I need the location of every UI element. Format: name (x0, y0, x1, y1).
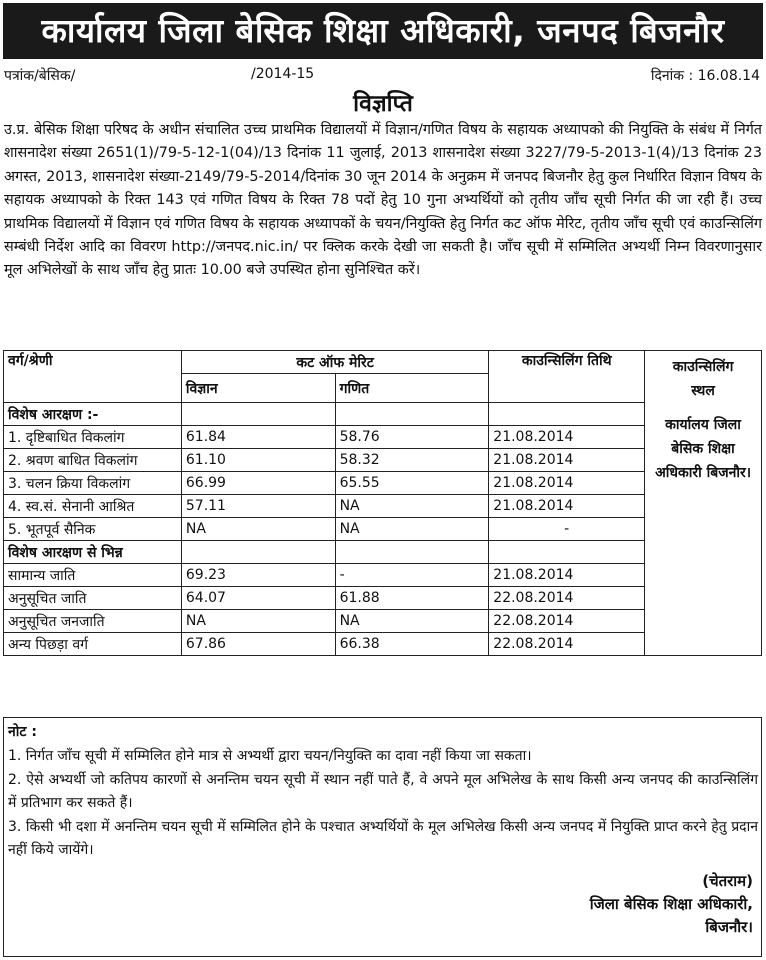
session-label: /2014-15 (251, 66, 315, 82)
note-item: 2. ऐसे अभ्यर्थी जो कतिपय कारणों से अनन्तिम चयन सूची में स्थान नहीं पाते हैं, वे अपने मूल अभिलेख के साथ किसी अन्य जनपद की काउन्सिलिंग में प्रतिभाग कर सकते हैं। (8, 771, 758, 811)
maths-cell: NA (335, 495, 489, 518)
header-counselling-date: काउन्सिलिंग तिथि (489, 351, 645, 403)
science-cell: 57.11 (181, 495, 335, 518)
notes-box (3, 717, 762, 957)
cutoff-merit-table (3, 350, 762, 656)
maths-cell: 65.55 (335, 472, 489, 495)
office-header-banner: कार्यालय जिला बेसिक शिक्षा अधिकारी, जनपद बिजनौर (3, 3, 763, 59)
header-science: विज्ञान (181, 374, 335, 403)
science-cell: 61.10 (181, 449, 335, 472)
header-maths: गणित (335, 374, 489, 403)
header-cutoff: कट ऑफ मेरिट (181, 351, 488, 374)
category-cell: 3. चलन क्रिया विकलांग (4, 472, 182, 495)
category-cell: 2. श्रवण बाधित विकलांग (4, 449, 182, 472)
science-cell: 64.07 (181, 587, 335, 610)
category-cell: 1. दृष्टिबाधित विकलांग (4, 426, 182, 449)
science-cell: 61.84 (181, 426, 335, 449)
science-cell: 67.86 (181, 633, 335, 656)
maths-cell: 58.76 (335, 426, 489, 449)
notes-list (8, 745, 758, 863)
notice-body: उ.प्र. बेसिक शिक्षा परिषद के अधीन संचालित उच्च प्राथमिक विद्यालयों में विज्ञान/गणित विषय के सहायक अध्यापको की नियुक्ति के संबंध में निर्गत शासनादेश संख्या 2651(1)/79-5-12-1(04)/13 दिनांक 11 जुलाई, 2013 शासनादेश संख्या 3227/79-5-2013-1(4)/13 दिनांक 23 अगस्त, 2013, शासनादेश संख्या-2149/79-5-2014/दिनांक 30 जून 2014 के अनुक्रम में जनपद बिजनौर हेतु कुल निर्धारित विज्ञान विषय के सहायक अध्यापको के रिक्त 143 एवं गणित विषय के रिक्त 78 पदों हेतु 10 गुना अभ्यर्थियों को तृतीय जाँच सूची निर्गत की जा रही हैं। उच्च प्राथमिक विद्यालयों में विज्ञान एवं गणित विषय के सहायक अध्यापकों के चयन/नियुक्ति हेतु निर्गत कट ऑफ मेरिट, तृतीय जाँच सूची एवं काउन्सिलिंग सम्बंधी निर्देश आदि का विवरण http://जनपद.nic.in/ पर क्लिक करके देखी जा सकती है। जाँच सूची में सम्मिलित अभ्यर्थी निम्न विवरणानुसार मूल अभिलेखों के साथ जाँच हेतु प्रातः 10.00 बजे उपस्थित होना सुनिश्चित करें। (4, 122, 762, 279)
maths-cell: 58.32 (335, 449, 489, 472)
maths-cell: 66.38 (335, 633, 489, 656)
maths-cell: - (335, 564, 489, 587)
section2-label: विशेष आरक्षण से भिन्न (4, 541, 182, 564)
venue-text: कार्यालय जिला बेसिक शिक्षा अधिकारी बिजनौर। (655, 417, 752, 481)
header-venue-1: काउन्सिलिंग (672, 359, 734, 375)
section1-label: विशेष आरक्षण :- (4, 403, 182, 426)
header-category: वर्ग/श्रेणी (4, 351, 182, 403)
note-item: 1. निर्गत जाँच सूची में सम्मिलित होने मात्र से अभ्यर्थी द्वारा चयन/नियुक्ति का दावा नहीं किया जा सकता। (8, 748, 532, 764)
signatory-designation: जिला बेसिक शिक्षा अधिकारी, (589, 895, 753, 913)
signatory-name: (चेतराम) (702, 872, 753, 890)
category-cell: सामान्य जाति (4, 564, 182, 587)
header-venue-2: स्थल (691, 383, 715, 399)
maths-cell: NA (335, 518, 489, 541)
date-cell: 22.08.2014 (489, 633, 645, 656)
date-label: दिनांक : 16.08.14 (650, 68, 760, 84)
science-cell: 69.23 (181, 564, 335, 587)
date-cell: - (489, 518, 645, 541)
table-header-row (4, 351, 762, 374)
date-cell: 21.08.2014 (489, 449, 645, 472)
venue-cell (645, 351, 762, 656)
reference-line (4, 66, 762, 86)
note-item: 3. किसी भी दशा में अनन्तिम चयन सूची में सम्मिलित होने के पश्चात अभ्यर्थियों के मूल अभिलेख किसी अन्य जनपद में नियुक्ति प्राप्त करने हेतु प्रदान नहीं किये जायेंगे। (8, 818, 758, 858)
signatory-place: बिजनौर। (705, 918, 753, 936)
date-cell: 22.08.2014 (489, 610, 645, 633)
notes-title: नोट : (8, 724, 37, 740)
signature-block (590, 870, 753, 939)
date-cell: 21.08.2014 (489, 472, 645, 495)
maths-cell: NA (335, 610, 489, 633)
date-cell: 21.08.2014 (489, 426, 645, 449)
date-cell: 22.08.2014 (489, 587, 645, 610)
category-cell: 5. भूतपूर्व सैनिक (4, 518, 182, 541)
patrank-label: पत्रांक/बेसिक/ (4, 68, 76, 84)
notice-title: विज्ञप्ति (353, 91, 413, 117)
category-cell: 4. स्व.सं. सेनानी आश्रित (4, 495, 182, 518)
date-cell: 21.08.2014 (489, 564, 645, 587)
science-cell: NA (181, 518, 335, 541)
category-cell: अन्य पिछड़ा वर्ग (4, 633, 182, 656)
science-cell: NA (181, 610, 335, 633)
maths-cell: 61.88 (335, 587, 489, 610)
category-cell: अनुसूचित जाति (4, 587, 182, 610)
category-cell: अनुसूचित जनजाति (4, 610, 182, 633)
date-cell: 21.08.2014 (489, 495, 645, 518)
science-cell: 66.99 (181, 472, 335, 495)
